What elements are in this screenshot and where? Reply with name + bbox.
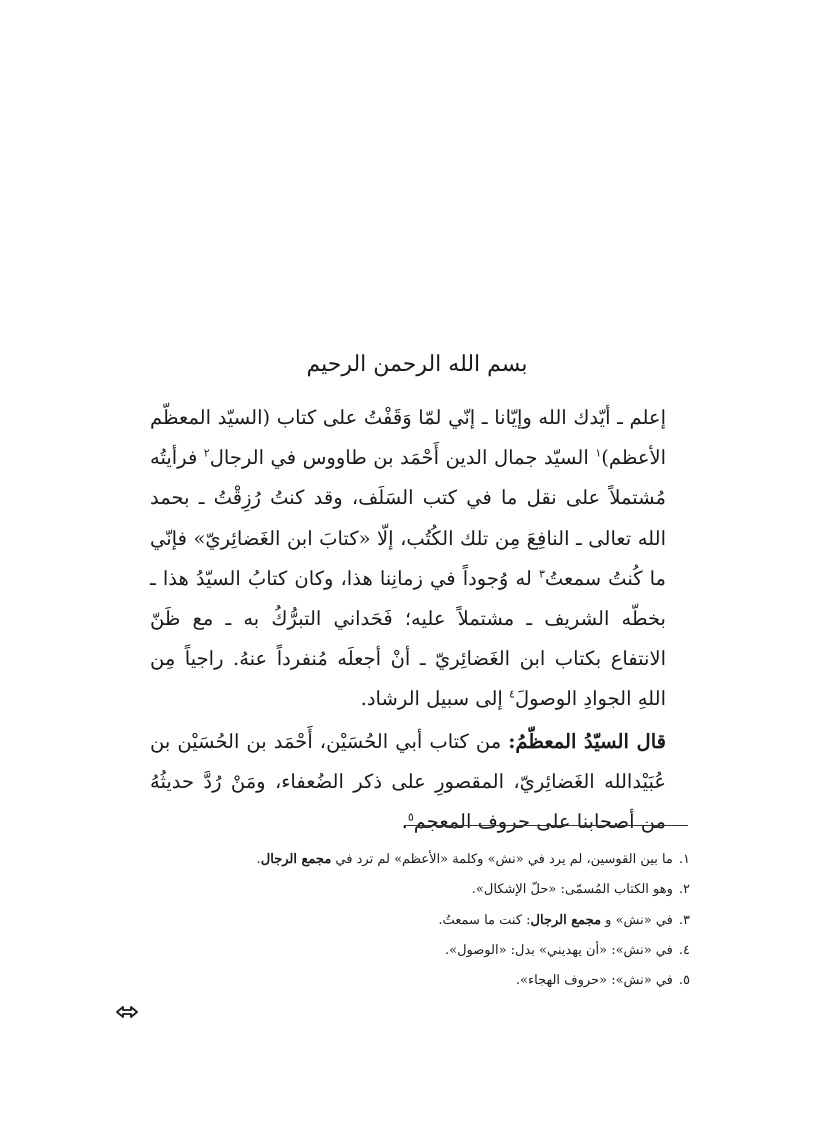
footnote-5 xyxy=(150,966,690,996)
footnote-source: مجمع الرجال xyxy=(260,852,332,867)
paragraph-intro-text: إعلم ـ أيّدك الله وإيّانا ـ إنّي لمّا وَقَفْتُ على كتاب (السيّد المعظّم الأعظم) xyxy=(150,406,666,470)
footnote-text: في «نش» و xyxy=(601,912,673,928)
basmala-heading: بسم الله الرحمن الرحيم xyxy=(306,352,528,377)
paragraph-intro-text-b: السيّد جمال الدين أَحْمَد بن طاووس في الرجال xyxy=(209,446,596,470)
paragraph-quote-end: . xyxy=(401,810,408,834)
footnote-source: مجمع الرجال xyxy=(530,912,602,928)
footnote-ref-5[interactable]: ٥ xyxy=(407,810,414,824)
footnote-end: : كنت ما سمعتُ. xyxy=(438,912,531,928)
paragraph-intro xyxy=(150,398,666,720)
paragraph-intro-text-e: إلى سبيل الرشاد. xyxy=(360,687,510,711)
paragraph-quote-lead: قال السيّدُ المعظّمُ: xyxy=(508,729,666,753)
footnote-2 xyxy=(150,875,690,905)
main-text xyxy=(150,398,666,842)
paragraph-quote-text: من كتاب أبي الحُسَيْن، أَحْمَد بن الحُسَيْن بن عُبَيْدالله الغَضائِريّ، المقصورِ على ذكر الضُعفاء، ومَنْ رُدَّ حديثُهُ من أصحابنا على حروف المعجم xyxy=(150,729,666,834)
footnote-ref-1[interactable]: ١ xyxy=(595,446,602,460)
footnote-number: ١. xyxy=(678,852,690,867)
footnote-text: ما بين القوسين، لم يرد في «نش» وكلمة «الأعظم» لم ترد في xyxy=(331,852,673,867)
footnote-text: في «نش»: «أن يهديني» بدل: «الوصول». xyxy=(445,942,673,958)
double-arrow-ornament-icon xyxy=(115,1005,139,1019)
footnote-divider xyxy=(404,825,688,826)
footnote-1 xyxy=(150,845,690,875)
footnote-4 xyxy=(150,936,690,966)
footnote-ref-3[interactable]: ٣ xyxy=(538,567,545,581)
footnote-ref-4[interactable]: ٤ xyxy=(509,687,515,701)
footnote-number: ٣. xyxy=(678,912,690,928)
footnote-text: في «نش»: «حروف الهجاء». xyxy=(515,973,673,989)
footnote-text: وهو الكتاب المُسمّى: «حلّ الإشكال». xyxy=(471,882,673,898)
footnote-end: . xyxy=(256,852,261,867)
footnote-ref-2[interactable]: ٢ xyxy=(203,446,210,460)
footnotes xyxy=(150,845,690,996)
footnote-number: ٤. xyxy=(678,942,690,958)
footnote-number: ٢. xyxy=(678,882,690,898)
footnote-3 xyxy=(150,906,690,936)
footnote-number: ٥. xyxy=(678,973,690,989)
paragraph-intro-text-c: فرأيتُه مُشتملاً على نقل ما في كتب السَلَف، وقد كنتُ رُزِقْتُ ـ بحمد الله تعالى ـ النافِعَ مِن تلك الكُتُب، إلّا «كتابَ ابن الغَضائِريّ» فإنّي ما كُنتُ سمعتُ xyxy=(150,446,666,590)
paragraph-intro-text-d: له وُجوداً في زمانِنا هذا، وكان كتابُ السيّدُ هذا ـ بخطّه الشريف ـ مشتملاً عليه؛ فَحَداني التبرُّكُ به ـ مع ظَنّ الانتفاع بكتاب ابن الغَضائِريّ ـ أنْ أجعلَه مُنفرداً عنهُ. راجياً مِن اللهِ الجوادِ الوصولَ xyxy=(150,566,666,711)
